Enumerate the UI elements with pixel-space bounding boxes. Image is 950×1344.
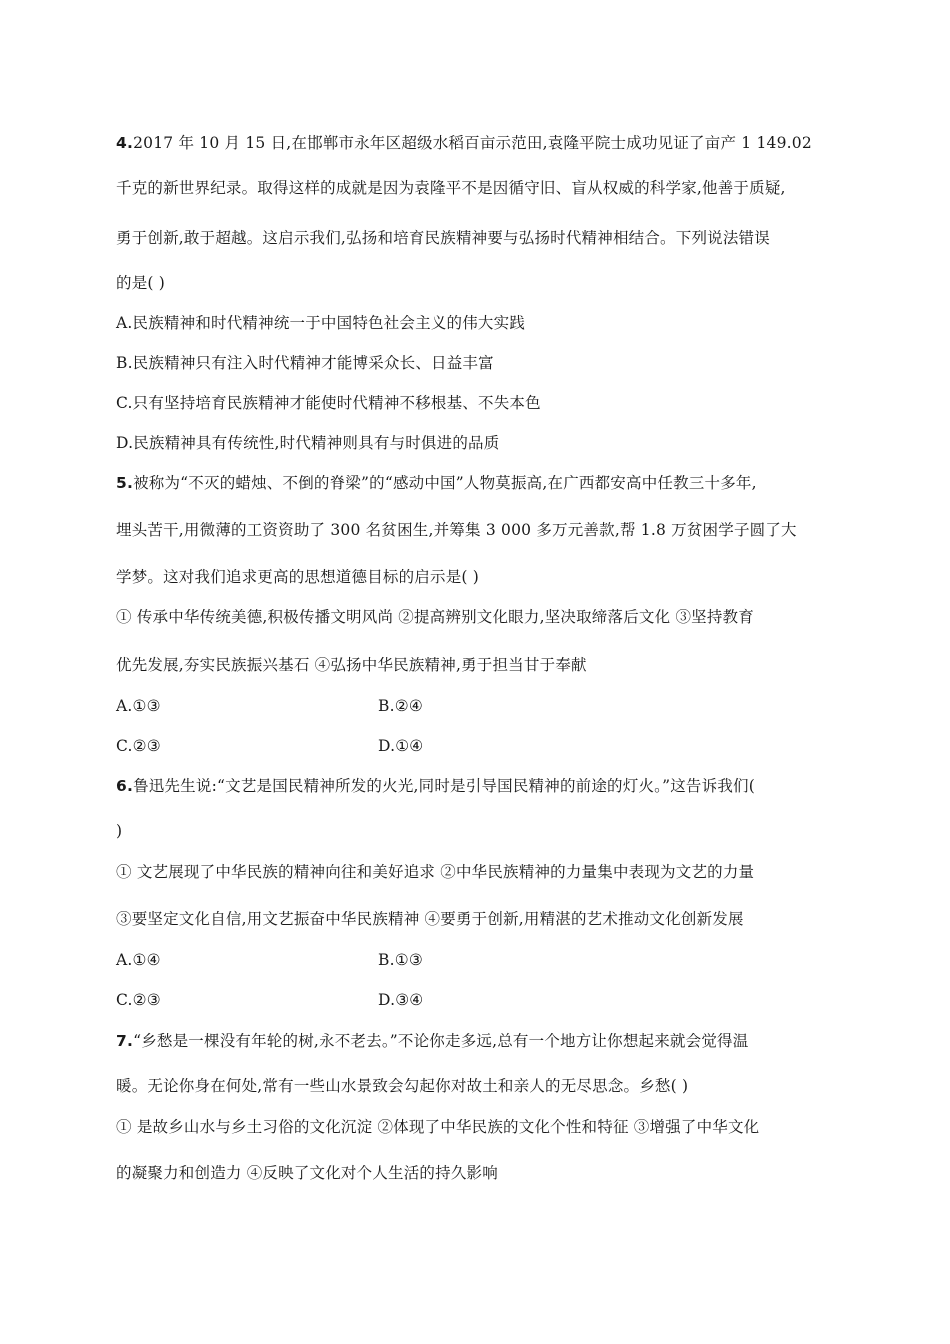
- q6-options-row-1: [116, 950, 836, 970]
- q5-line-3: 学梦。这对我们追求更高的思想道德目标的启示是( ): [116, 568, 480, 586]
- q6-statement-line-1: ① 文艺展现了中华民族的精神向往和美好追求 ②中华民族精神的力量集中表现为文艺的力量: [116, 863, 755, 881]
- q5-options-row-2: [116, 736, 836, 756]
- q6-option-c[interactable]: C.②③: [116, 991, 161, 1009]
- q7-line-2: 暖。无论你身在何处,常有一些山水景致会勾起你对故土和亲人的无尽思念。乡愁( ): [116, 1077, 689, 1095]
- q4-line-1: 4.2017 年 10 月 15 日,在邯郸市永年区超级水稻百亩示范田,袁隆平院士成功见证了亩产 1 149.02: [116, 134, 812, 152]
- q4-number: 4.: [116, 134, 134, 152]
- q6-option-b[interactable]: B.①③: [378, 951, 423, 969]
- q5-options-row-1: [116, 696, 836, 716]
- q5-line-1: 5.被称为“不灭的蜡烛、不倒的脊梁”的“感动中国”人物莫振高,在广西都安高中任教三十多年,: [116, 474, 757, 492]
- q5-option-b[interactable]: B.②④: [378, 697, 423, 715]
- q7-number: 7.: [116, 1032, 134, 1050]
- q5-number: 5.: [116, 474, 134, 492]
- q6-option-d[interactable]: D.③④: [378, 991, 424, 1009]
- q6-line-1: 6.鲁迅先生说:“文艺是国民精神所发的火光,同时是引导国民精神的前途的灯火。”这告诉我们(: [116, 777, 755, 795]
- q4-option-d[interactable]: D.民族精神具有传统性,时代精神则具有与时俱进的品质: [116, 434, 500, 452]
- q5-statement-line-1: ① 传承中华传统美德,积极传播文明风尚 ②提高辨别文化眼力,坚决取缔落后文化 ③坚持教育: [116, 608, 754, 626]
- q5-option-a[interactable]: A.①③: [116, 697, 161, 715]
- q7-line-1: 7.“乡愁是一棵没有年轮的树,永不老去。”不论你走多远,总有一个地方让你想起来就会觉得温: [116, 1032, 749, 1050]
- q7-statement-line-2: 的凝聚力和创造力 ④反映了文化对个人生活的持久影响: [116, 1164, 498, 1182]
- q6-option-a[interactable]: A.①④: [116, 951, 161, 969]
- q4-line-4: 的是( ): [116, 274, 166, 292]
- q4-line-2: 千克的新世界纪录。取得这样的成就是因为袁隆平不是因循守旧、盲从权威的科学家,他善于质疑,: [116, 179, 786, 197]
- q5-option-d[interactable]: D.①④: [378, 737, 424, 755]
- q5-option-c[interactable]: C.②③: [116, 737, 161, 755]
- q5-statement-line-2: 优先发展,夯实民族振兴基石 ④弘扬中华民族精神,勇于担当甘于奉献: [116, 656, 587, 674]
- q4-line-3: 勇于创新,敢于超越。这启示我们,弘扬和培育民族精神要与弘扬时代精神相结合。下列说法错误: [116, 229, 770, 247]
- q6-statement-line-2: ③要坚定文化自信,用文艺振奋中华民族精神 ④要勇于创新,用精湛的艺术推动文化创新发展: [116, 910, 744, 928]
- q4-option-b[interactable]: B.民族精神只有注入时代精神才能博采众长、日益丰富: [116, 354, 494, 372]
- q4-option-c[interactable]: C.只有坚持培育民族精神才能使时代精神不移根基、不失本色: [116, 394, 541, 412]
- q4-option-a[interactable]: A.民族精神和时代精神统一于中国特色社会主义的伟大实践: [116, 314, 526, 332]
- q7-statement-line-1: ① 是故乡山水与乡土习俗的文化沉淀 ②体现了中华民族的文化个性和特征 ③增强了中华文化: [116, 1118, 760, 1136]
- q6-options-row-2: [116, 990, 836, 1010]
- q5-line-2: 埋头苦干,用微薄的工资资助了 300 名贫困生,并筹集 3 000 多万元善款,帮 1.8 万贫困学子圆了大: [116, 521, 797, 539]
- q6-number: 6.: [116, 777, 134, 795]
- q6-line-2: ): [116, 822, 123, 840]
